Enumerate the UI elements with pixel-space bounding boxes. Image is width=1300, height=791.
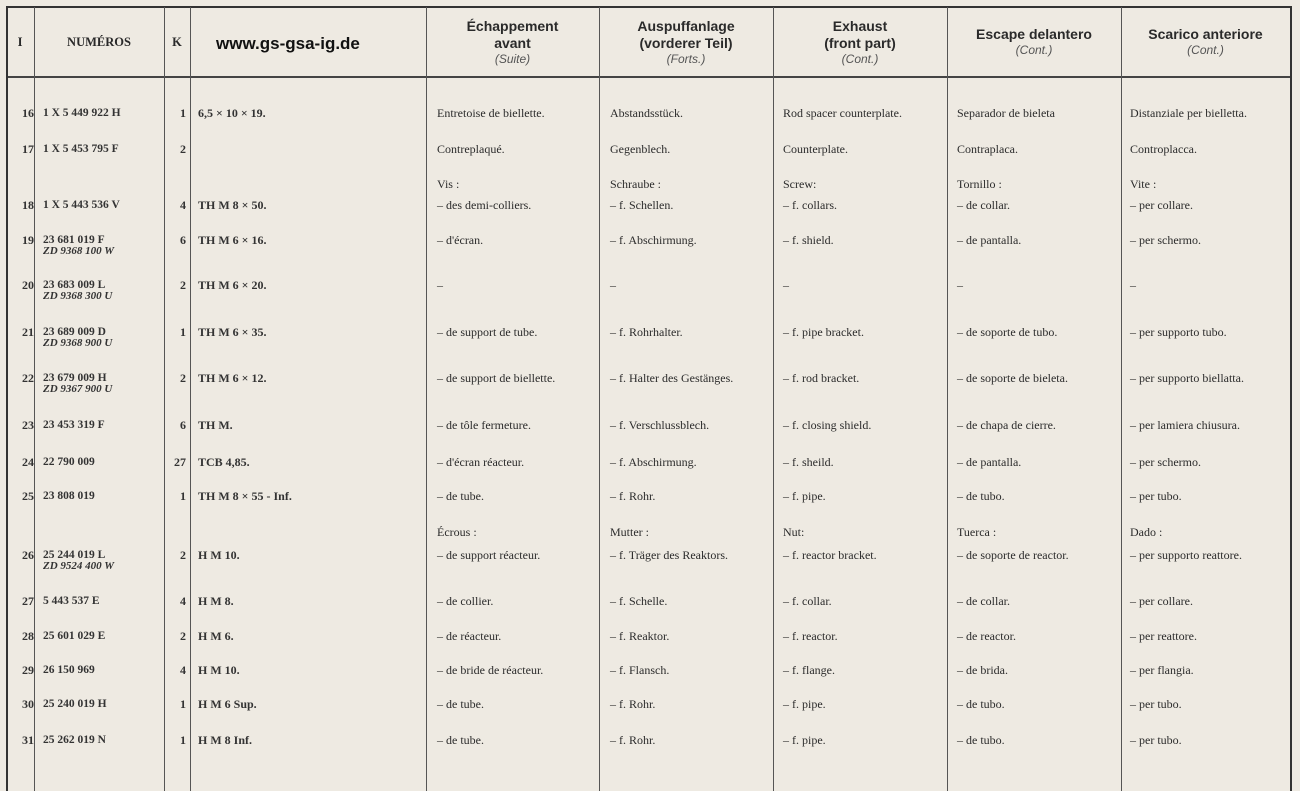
header-french: Échappement avant (Suite) [466, 17, 559, 66]
quantity: 1 [180, 106, 186, 120]
description-es: – [957, 278, 963, 292]
header-k: K [172, 34, 182, 49]
description-es: – de pantalla. [957, 233, 1022, 247]
website-watermark: www.gs-gsa-ig.de [216, 34, 360, 53]
description-en: – f. collars. [783, 198, 837, 212]
quantity: 1 [180, 697, 186, 711]
description-it: Controplacca. [1130, 142, 1197, 156]
description-fr: Contreplaqué. [437, 142, 505, 156]
row-index: 27 [22, 594, 34, 608]
description-de: – f. Abschirmung. [610, 455, 697, 469]
description-es: – de soporte de reactor. [957, 548, 1069, 562]
row-index: 16 [22, 106, 34, 120]
description-fr: – de collier. [437, 594, 494, 608]
description-fr: – d'écran. [437, 233, 484, 247]
specification: 6,5 × 10 × 19. [198, 106, 266, 120]
row-index: 29 [22, 663, 34, 677]
row-index: 17 [22, 142, 34, 156]
specification: TH M 6 × 35. [198, 325, 267, 339]
part-number: 22 790 009 [43, 456, 95, 468]
row-index: 24 [22, 455, 34, 469]
zd-number: ZD 9367 900 U [43, 383, 113, 395]
description-it: – [1130, 278, 1136, 292]
quantity: 4 [180, 663, 186, 677]
part-number: 25 262 019 N [43, 734, 106, 746]
description-es: – de soporte de bieleta. [957, 371, 1068, 385]
description-en: – f. pipe bracket. [783, 325, 864, 339]
specification: TCB 4,85. [198, 455, 250, 469]
description-fr: Entretoise de biellette. [437, 106, 545, 120]
specification: H M 10. [198, 548, 240, 562]
description-es: – de collar. [957, 594, 1010, 608]
description-it: – per supporto reattore. [1130, 548, 1242, 562]
specification: TH M 8 × 55 - Inf. [198, 489, 292, 503]
description-it: – per supporto tubo. [1130, 325, 1227, 339]
description-it: Distanziale per bielletta. [1130, 106, 1247, 120]
description-fr: – de support réacteur. [437, 548, 541, 562]
quantity: 2 [180, 629, 186, 643]
description-de: Gegenblech. [610, 142, 671, 156]
group-header-it: Dado : [1130, 525, 1163, 539]
description-fr: – d'écran réacteur. [437, 455, 525, 469]
part-number: 1 X 5 443 536 V [43, 199, 120, 211]
row-index: 26 [22, 548, 34, 562]
description-en: – f. pipe. [783, 733, 826, 747]
header-spanish: Escape delantero (Cont.) [976, 26, 1092, 57]
specification: H M 10. [198, 663, 240, 677]
part-number: 23 453 319 F [43, 419, 105, 431]
part-number: 25 244 019 L [43, 549, 106, 561]
specification: H M 6. [198, 629, 234, 643]
description-de: – f. Reaktor. [610, 629, 670, 643]
description-en: – [783, 278, 789, 292]
quantity: 2 [180, 548, 186, 562]
description-it: – per flangia. [1130, 663, 1194, 677]
group-header-it: Vite : [1130, 177, 1157, 191]
description-en: – f. reactor bracket. [783, 548, 877, 562]
group-header-de: Schraube : [610, 177, 661, 191]
specification: TH M. [198, 418, 233, 432]
row-index: 31 [22, 733, 34, 747]
description-de: – f. Rohr. [610, 489, 656, 503]
description-fr: – de tube. [437, 697, 484, 711]
quantity: 1 [180, 325, 186, 339]
part-number: 23 683 009 L [43, 279, 106, 291]
description-de: – f. Rohr. [610, 697, 656, 711]
specification: H M 6 Sup. [198, 697, 257, 711]
header-german: Auspuffanlage (vorderer Teil) (Forts.) [637, 17, 735, 66]
description-fr: – de tube. [437, 489, 484, 503]
description-de: – f. Flansch. [610, 663, 670, 677]
row-index: 30 [22, 697, 34, 711]
group-header-de: Mutter : [610, 525, 649, 539]
description-it: – per tubo. [1130, 697, 1182, 711]
quantity: 4 [180, 594, 186, 608]
header-numeros: NUMÉROS [67, 34, 131, 49]
description-es: – de tubo. [957, 697, 1005, 711]
description-es: Contraplaca. [957, 142, 1018, 156]
description-en: – f. shield. [783, 233, 834, 247]
description-de: – f. Träger des Reaktors. [610, 548, 728, 562]
description-it: – per schermo. [1130, 455, 1201, 469]
header-italian: Scarico anteriore (Cont.) [1148, 26, 1263, 57]
description-it: – per tubo. [1130, 489, 1182, 503]
description-de: – f. Abschirmung. [610, 233, 697, 247]
group-header-es: Tuerca : [957, 525, 997, 539]
header-english: Exhaust (front part) (Cont.) [824, 17, 896, 66]
quantity: 4 [180, 198, 186, 212]
description-es: – de collar. [957, 198, 1010, 212]
specification: TH M 8 × 50. [198, 198, 267, 212]
quantity: 2 [180, 278, 186, 292]
description-de: – f. Rohrhalter. [610, 325, 683, 339]
description-en: – f. reactor. [783, 629, 838, 643]
part-number: 5 443 537 E [43, 595, 100, 607]
description-fr: – [437, 278, 443, 292]
description-es: – de reactor. [957, 629, 1016, 643]
group-header-fr: Vis : [437, 177, 460, 191]
description-fr: – de support de tube. [437, 325, 538, 339]
description-en: – f. flange. [783, 663, 835, 677]
description-de: – f. Schellen. [610, 198, 674, 212]
quantity: 6 [180, 233, 186, 247]
part-number: 23 808 019 [43, 490, 95, 502]
description-fr: – de bride de réacteur. [437, 663, 544, 677]
specification: TH M 6 × 12. [198, 371, 267, 385]
description-en: – f. sheild. [783, 455, 834, 469]
specification: H M 8 Inf. [198, 733, 252, 747]
description-en: – f. pipe. [783, 697, 826, 711]
description-es: Separador de bieleta [957, 106, 1055, 120]
quantity: 2 [180, 371, 186, 385]
part-number: 1 X 5 449 922 H [43, 107, 121, 119]
specification: TH M 6 × 16. [198, 233, 267, 247]
description-de: – f. Halter des Gestänges. [610, 371, 734, 385]
description-it: – per collare. [1130, 198, 1193, 212]
quantity: 1 [180, 489, 186, 503]
description-es: – de tubo. [957, 733, 1005, 747]
group-header-en: Screw: [783, 177, 817, 191]
description-fr: – de tube. [437, 733, 484, 747]
zd-number: ZD 9368 900 U [43, 337, 113, 349]
row-index: 20 [22, 278, 34, 292]
description-it: – per supporto biellatta. [1130, 371, 1244, 385]
description-en: Counterplate. [783, 142, 848, 156]
description-fr: – de tôle fermeture. [437, 418, 531, 432]
description-de: – f. Schelle. [610, 594, 668, 608]
part-number: 26 150 969 [43, 664, 95, 676]
row-index: 18 [22, 198, 34, 212]
quantity: 2 [180, 142, 186, 156]
description-es: – de pantalla. [957, 455, 1022, 469]
row-index: 22 [22, 371, 34, 385]
description-fr: – de réacteur. [437, 629, 502, 643]
quantity: 6 [180, 418, 186, 432]
description-es: – de brida. [957, 663, 1008, 677]
description-it: – per collare. [1130, 594, 1193, 608]
description-it: – per schermo. [1130, 233, 1201, 247]
description-de: Abstandsstück. [610, 106, 683, 120]
description-de: – f. Rohr. [610, 733, 656, 747]
quantity: 1 [180, 733, 186, 747]
description-de: – f. Verschlussblech. [610, 418, 710, 432]
description-es: – de tubo. [957, 489, 1005, 503]
zd-number: ZD 9368 300 U [43, 290, 113, 302]
description-it: – per reattore. [1130, 629, 1197, 643]
row-index: 19 [22, 233, 34, 247]
row-index: 25 [22, 489, 34, 503]
description-es: – de chapa de cierre. [957, 418, 1056, 432]
part-number: 23 689 009 D [43, 326, 106, 338]
zd-number: ZD 9368 100 W [43, 245, 114, 257]
part-number: 23 679 009 H [43, 372, 107, 384]
description-it: – per tubo. [1130, 733, 1182, 747]
group-header-es: Tornillo : [957, 177, 1002, 191]
description-en: Rod spacer counterplate. [783, 106, 902, 120]
specification: H M 8. [198, 594, 234, 608]
description-de: – [610, 278, 616, 292]
part-number: 25 240 019 H [43, 698, 107, 710]
group-header-fr: Écrous : [437, 525, 477, 539]
description-en: – f. rod bracket. [783, 371, 860, 385]
row-index: 23 [22, 418, 34, 432]
description-it: – per lamiera chiusura. [1130, 418, 1240, 432]
description-en: – f. pipe. [783, 489, 826, 503]
zd-number: ZD 9524 400 W [43, 560, 114, 572]
part-number: 23 681 019 F [43, 234, 105, 246]
description-es: – de soporte de tubo. [957, 325, 1058, 339]
group-header-en: Nut: [783, 525, 805, 539]
description-fr: – de support de biellette. [437, 371, 556, 385]
specification: TH M 6 × 20. [198, 278, 267, 292]
part-number: 25 601 029 E [43, 630, 106, 642]
row-index: 28 [22, 629, 34, 643]
description-fr: – des demi-colliers. [437, 198, 532, 212]
description-en: – f. closing shield. [783, 418, 872, 432]
description-en: – f. collar. [783, 594, 832, 608]
row-index: 21 [22, 325, 34, 339]
quantity: 27 [174, 455, 186, 469]
header-i: I [17, 34, 23, 49]
part-number: 1 X 5 453 795 F [43, 143, 119, 155]
